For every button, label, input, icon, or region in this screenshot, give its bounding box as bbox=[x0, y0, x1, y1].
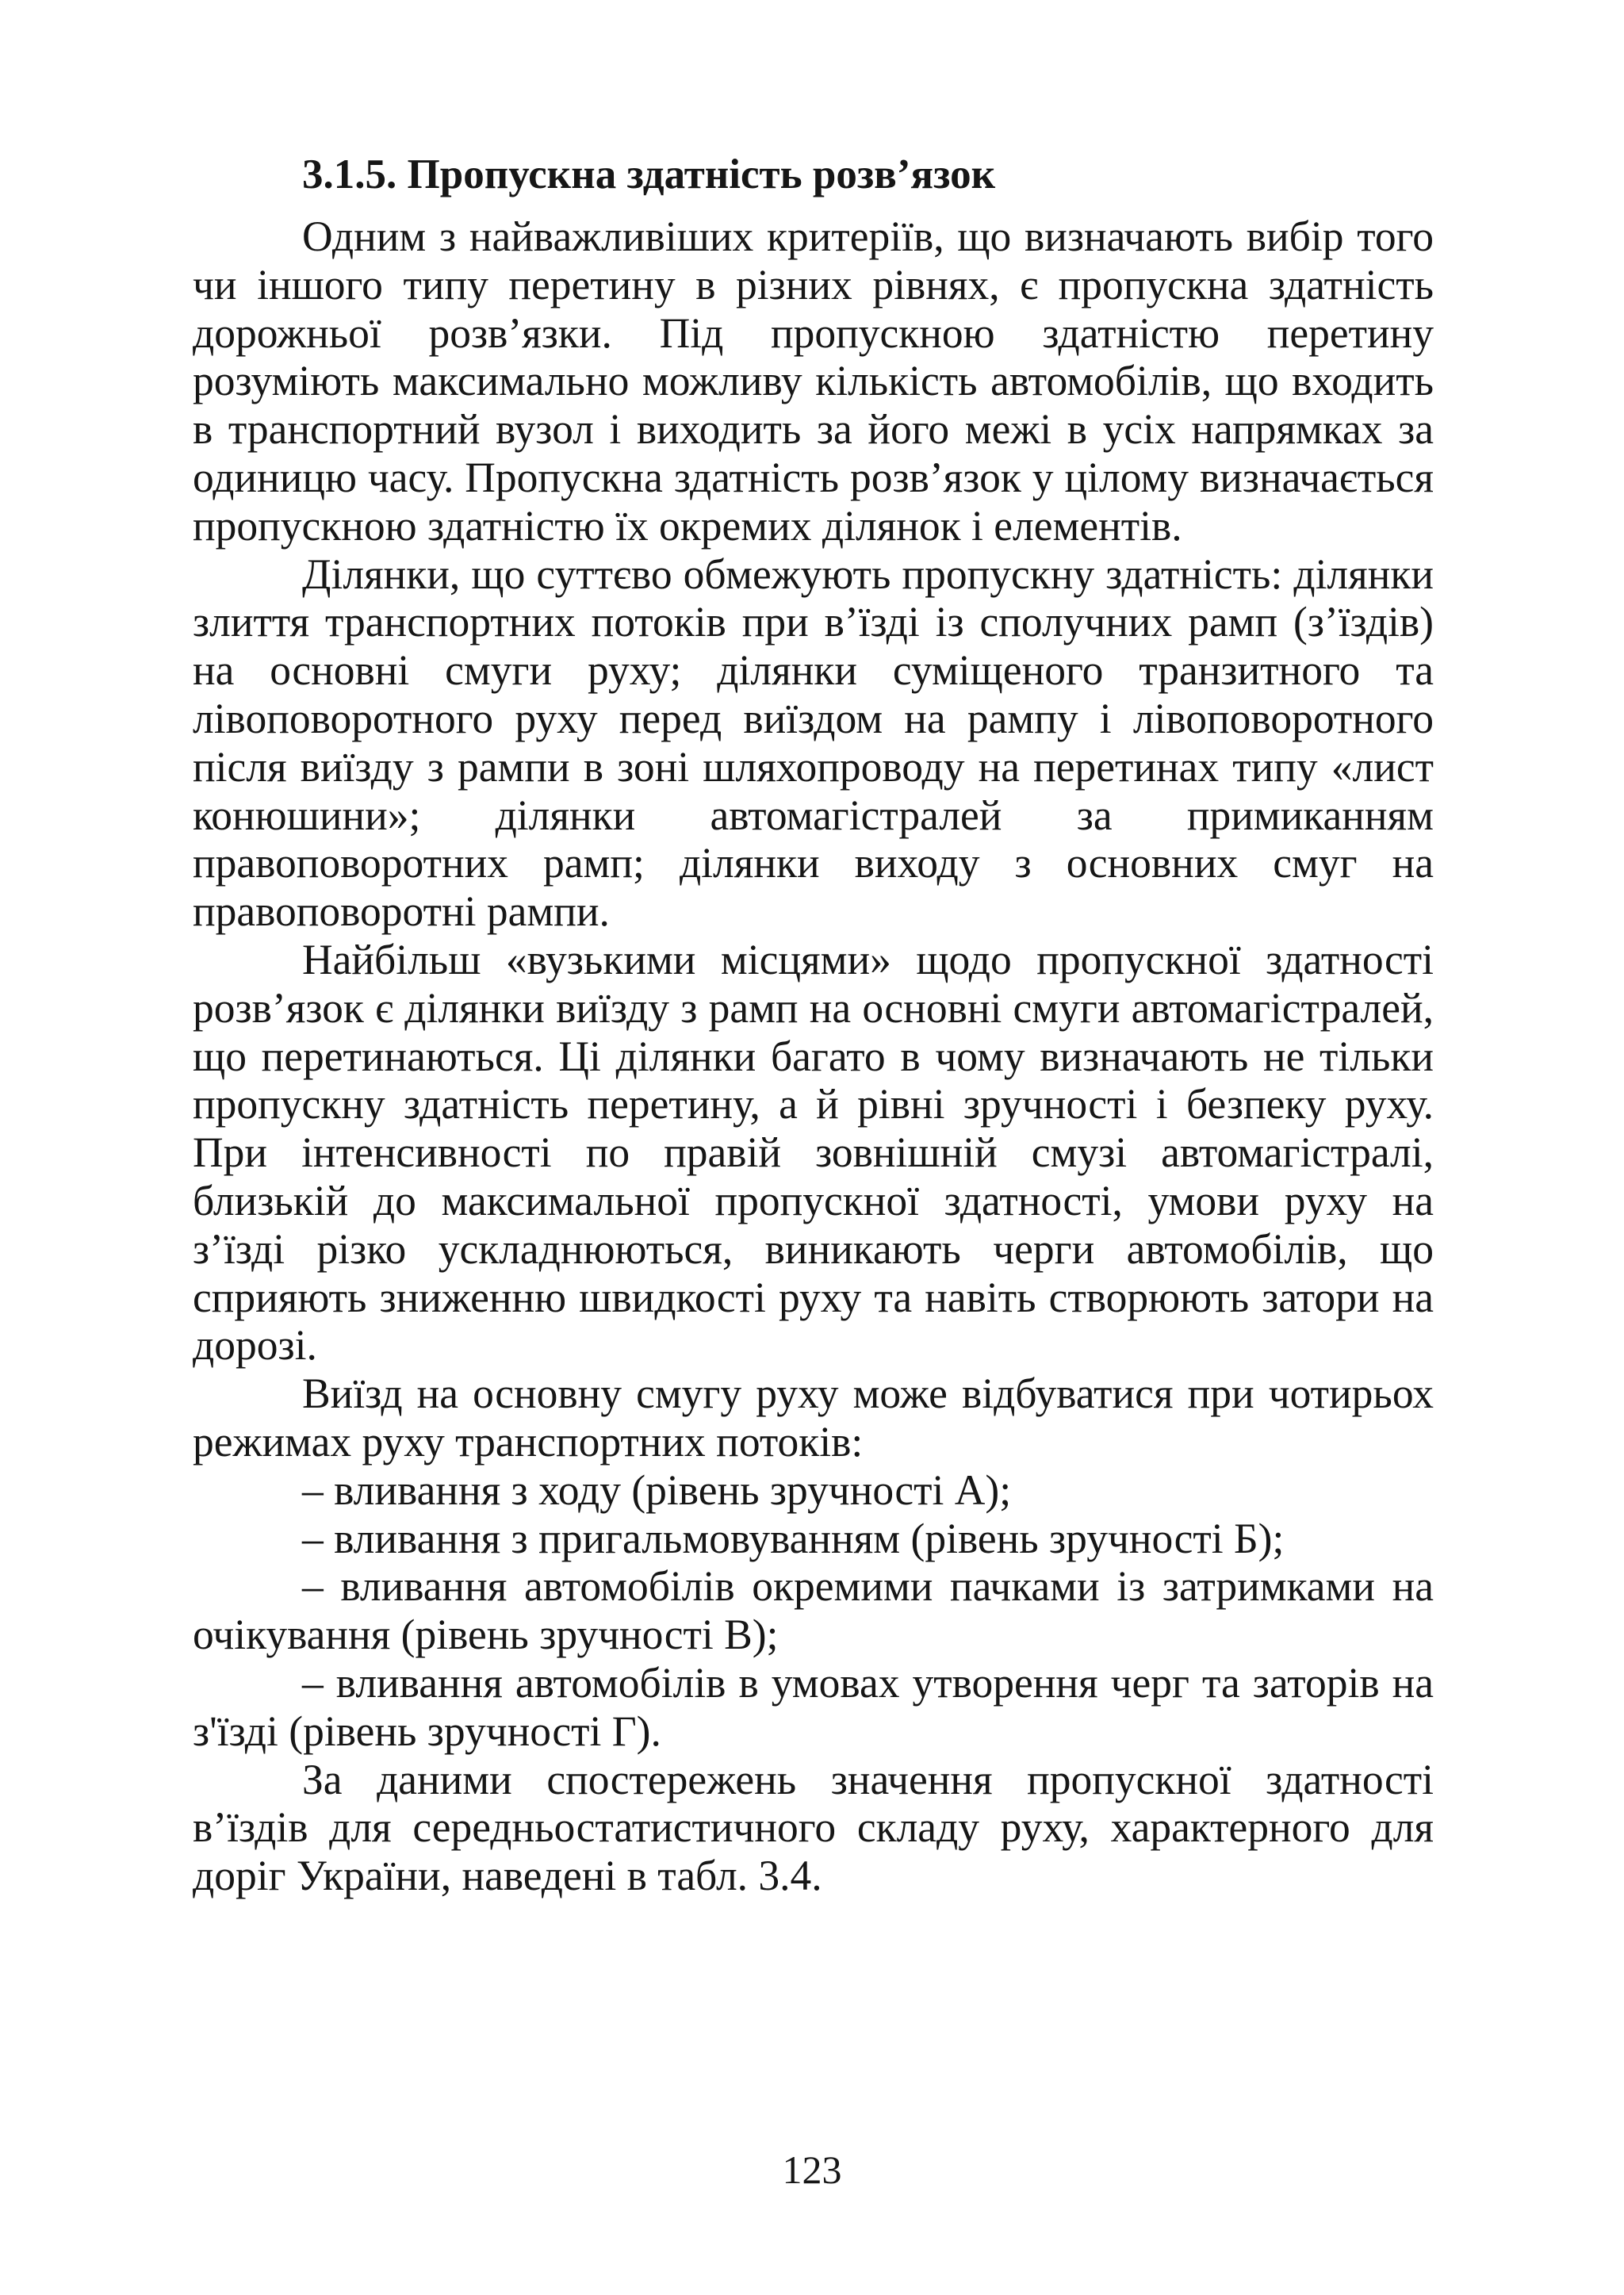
merge-modes-list bbox=[193, 1466, 1434, 1756]
paragraph-table-reference: За даними спостережень значення пропускної здатності в’їздів для середньостатистичного складу руху, характерного для доріг України, наведені в табл. 3.4. bbox=[193, 1755, 1434, 1900]
list-item: – вливання з ходу (рівень зручності А); bbox=[302, 1466, 1012, 1514]
paragraph-capacity-definition: Одним з найважливіших критеріїв, що визначають вибір того чи іншого типу перетину в різних рівнях, є пропускна здатність дорожньої розв’язки. Під пропускною здатністю перетину розуміють максимально можливу кількість автомобілів, що входить в транспортний вузол і виходить за його межі в усіх напрямках за одиницю часу. Пропускна здатність розв’язок у цілому визначається пропускною здатністю їх окремих ділянок і елементів. bbox=[193, 213, 1434, 550]
paragraph-bottlenecks: Найбільш «вузькими місцями» щодо пропускної здатності розв’язок є ділянки виїзду з рамп на основні смуги автомагістралей, що перетинаються. Ці ділянки багато в чому визначають не тільки пропускну здатність перетину, а й рівні зручності і безпеку руху. При інтенсивності по правій зовнішній смузі автомагістралі, близькій до максимальної пропускної здатності, умови руху на з’їзді різко ускладнюються, виникають черги автомобілів, що сприяють зниженню швидкості руху та навіть створюють затори на дорозі. bbox=[193, 935, 1434, 1370]
document-page bbox=[193, 151, 1434, 1900]
page-number: 123 bbox=[782, 2147, 842, 2192]
list-item: – вливання з пригальмовуванням (рівень зручності Б); bbox=[302, 1514, 1285, 1562]
paragraph-merge-modes-intro: Виїзд на основну смугу руху може відбуватися при чотирьох режимах руху транспортних потоків: bbox=[193, 1370, 1434, 1466]
paragraph-limiting-sections: Ділянки, що суттєво обмежують пропускну здатність: ділянки злиття транспортних потоків при в’їзді із сполучних рамп (з’їздів) на основні смуги руху; ділянки суміщеного транзитного та лівоповоротного руху перед виїздом на рампу і лівоповоротного після виїзду з рампи в зоні шляхопроводу на перетинах типу «лист конюшини»; ділянки автомагістралей за примиканням правоповоротних рамп; ділянки виходу з основних смуг на правоповоротні рампи. bbox=[193, 550, 1434, 936]
list-item: – вливання автомобілів в умовах утворення черг та заторів на з'їзді (рівень зручності Г). bbox=[193, 1658, 1434, 1755]
list-item: – вливання автомобілів окремими пачками із затримками на очікування (рівень зручності В); bbox=[193, 1562, 1434, 1659]
section-heading: 3.1.5. Пропускна здатність розв’язок bbox=[302, 151, 996, 197]
